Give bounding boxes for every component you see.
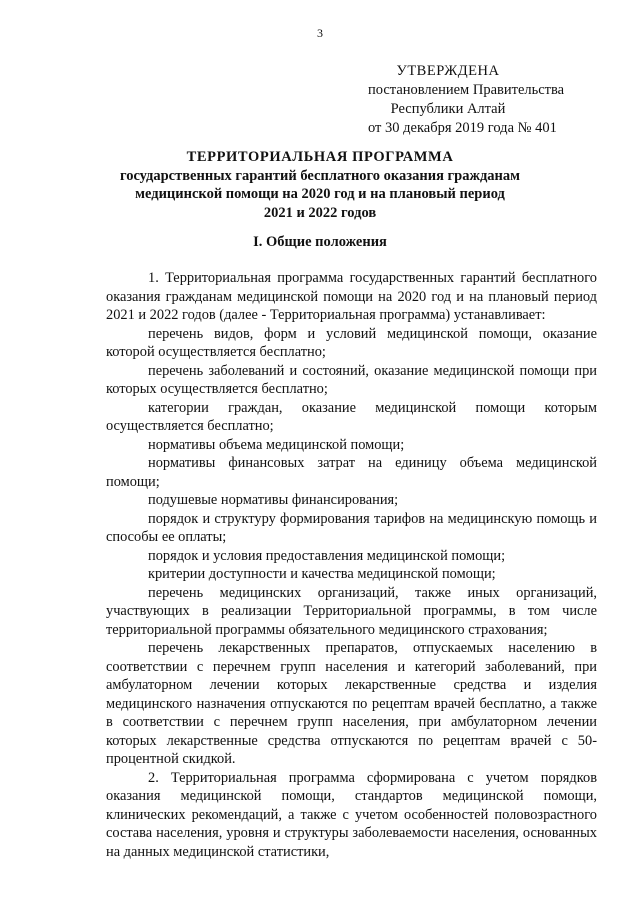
paragraph: нормативы финансовых затрат на единицу объема медицинской помощи; bbox=[106, 455, 597, 490]
approval-line: постановлением Правительства bbox=[368, 82, 565, 98]
document-title bbox=[0, 148, 640, 222]
title-main: ТЕРРИТОРИАЛЬНАЯ ПРОГРАММА bbox=[186, 149, 454, 165]
paragraph: перечень заболеваний и состояний, оказание медицинской помощи при которых осуществляется бесплатно; bbox=[106, 362, 597, 397]
paragraph: 2. Территориальная программа сформирована с учетом порядков оказания медицинской помощи, стандартов медицинской помощи, клинических рекомендаций, а также с учетом особенностей половозрастного состава населения, уровня и структуры заболеваемости населения, основанных на данных медицинской статистики, bbox=[106, 769, 597, 860]
paragraph: порядок и условия предоставления медицинской помощи; bbox=[148, 547, 506, 564]
paragraph: 1. Территориальная программа государственных гарантий бесплатного оказания гражданам медицинской помощи на 2020 год и на плановый период 2021 и 2022 годов (далее - Территориальная программа) устанавливает: bbox=[106, 270, 597, 323]
approval-heading: УТВЕРЖДЕНА bbox=[396, 63, 500, 79]
paragraph: категории граждан, оказание медицинской помощи которым осуществляется бесплатно; bbox=[106, 399, 597, 434]
paragraph: перечень медицинских организаций, также иных организаций, участвующих в реализации Территориальной программы, в том числе территориальной программы обязательного медицинского страхования; bbox=[106, 584, 597, 638]
approval-line: от 30 декабря 2019 года № 401 bbox=[368, 120, 557, 136]
paragraph: перечень лекарственных препаратов, отпускаемых населению в соответствии с перечнем групп населения и категорий заболеваний, при амбулаторном лечении которых лекарственные средства и изделия медицинского назначения отпускаются по рецептам врачей бесплатно, а также в соответствии с перечнем групп населения, при амбулаторном лечении которых лекарственные средства отпускаются по рецептам врачей с 50-процентной скидкой. bbox=[106, 640, 597, 767]
paragraph: перечень видов, форм и условий медицинской помощи, оказание которой осуществляется бесплатно; bbox=[106, 325, 597, 360]
approval-block bbox=[368, 62, 565, 138]
section-heading: I. Общие положения bbox=[253, 234, 387, 250]
title-line: государственных гарантий бесплатного оказания гражданам bbox=[119, 167, 521, 184]
approval-line: Республики Алтай bbox=[390, 101, 506, 117]
paragraph: порядок и структуру формирования тарифов на медицинскую помощь и способы ее оплаты; bbox=[106, 510, 597, 545]
paragraph: нормативы объема медицинской помощи; bbox=[148, 436, 405, 453]
page-number: 3 bbox=[317, 26, 323, 40]
paragraph: критерии доступности и качества медицинской помощи; bbox=[148, 566, 496, 582]
paragraph: подушевые нормативы финансирования; bbox=[148, 492, 399, 508]
body-text bbox=[106, 269, 597, 861]
title-line: 2021 и 2022 годов bbox=[263, 204, 377, 221]
title-line: медицинской помощи на 2020 год и на плановый период bbox=[135, 186, 505, 203]
